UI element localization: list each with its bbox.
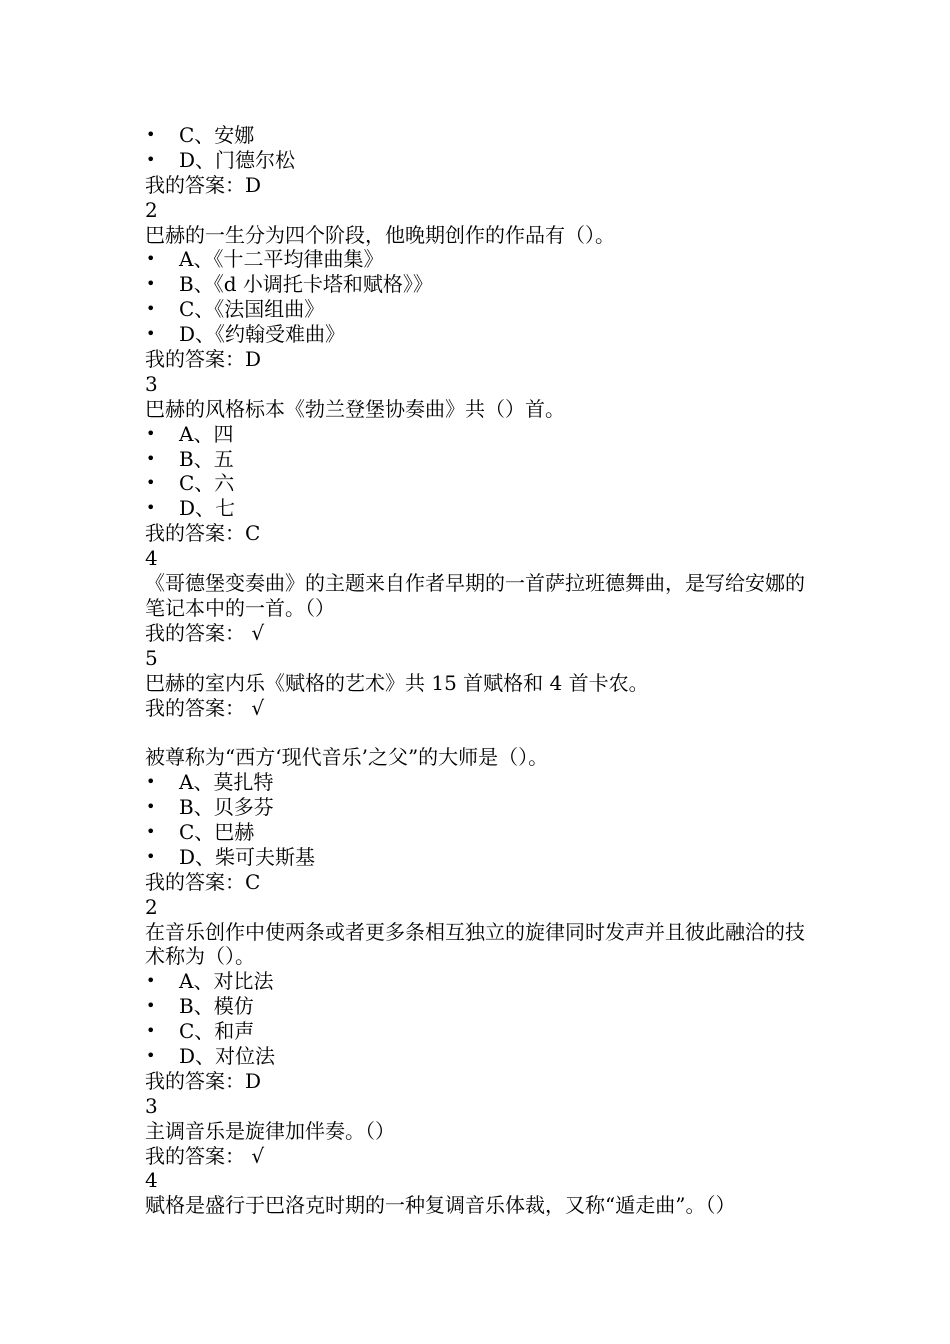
option-text: A、对比法 (179, 969, 274, 994)
option-item (145, 820, 810, 845)
question-number: 4 (145, 546, 158, 571)
blank-line (145, 720, 810, 745)
option-item (145, 795, 810, 820)
option-text: C、巴赫 (179, 819, 255, 844)
question-text: 《哥德堡变奏曲》的主题来自作者早期的一首萨拉班德舞曲，是写给安娜的笔记本中的一首。（） (145, 571, 805, 620)
bullet-icon: • (146, 473, 156, 493)
bullet-icon: • (146, 846, 156, 866)
option-item (145, 1019, 810, 1044)
document-page (145, 123, 810, 1218)
question-text: 在音乐创作中使两条或者更多条相互独立的旋律同时发声并且彼此融洽的技术称为（）。 (145, 919, 805, 969)
bullet-icon: • (146, 448, 156, 468)
bullet-icon: • (146, 971, 156, 991)
option-item (145, 1044, 810, 1069)
option-item (145, 297, 810, 322)
option-item (145, 272, 810, 297)
question-text: 被尊称为“西方‘现代音乐’之父”的大师是（）。 (145, 745, 549, 770)
bullet-icon: • (146, 1046, 156, 1066)
option-text: D、《约翰受难曲》 (179, 322, 346, 347)
bullet-icon: • (146, 299, 156, 319)
option-text: D、对位法 (179, 1044, 276, 1069)
bullet-icon: • (146, 149, 156, 169)
bullet-icon: • (146, 1021, 156, 1041)
option-text: D、门德尔松 (179, 147, 296, 172)
my-answer: 我的答案：D (145, 172, 262, 197)
bullet-icon: • (146, 249, 156, 269)
question-number: 3 (145, 371, 158, 396)
question-number: 3 (145, 1093, 158, 1118)
option-text: C、六 (179, 471, 235, 496)
option-item (145, 770, 810, 795)
option-item (145, 969, 810, 994)
question-text: 赋格是盛行于巴洛克时期的一种复调音乐体裁，又称“遁走曲”。（） (145, 1193, 736, 1218)
my-answer: 我的答案： √ (145, 620, 265, 645)
option-text: D、柴可夫斯基 (179, 844, 316, 869)
question-text: 巴赫的室内乐《赋格的艺术》共 15 首赋格和 4 首卡农。 (145, 670, 649, 695)
option-text: B、五 (179, 446, 234, 471)
bullet-icon: • (146, 797, 156, 817)
bullet-icon: • (146, 274, 156, 294)
question-text: 巴赫的风格标本《勃兰登堡协奏曲》共（）首。 (145, 396, 565, 421)
my-answer: 我的答案： √ (145, 1143, 265, 1168)
option-item (145, 994, 810, 1019)
my-answer: 我的答案：C (145, 521, 261, 546)
option-item (145, 247, 810, 272)
my-answer: 我的答案：D (145, 1068, 262, 1093)
option-item (145, 845, 810, 870)
option-item (145, 447, 810, 472)
my-answer: 我的答案： √ (145, 695, 265, 720)
question-number: 2 (145, 894, 158, 919)
option-text: C、和声 (179, 1019, 255, 1044)
option-item (145, 322, 810, 347)
question-number: 5 (145, 645, 158, 670)
option-text: B、《d 小调托卡塔和赋格》》 (179, 272, 433, 297)
option-item (145, 148, 810, 173)
option-item (145, 123, 810, 148)
question-number: 4 (145, 1168, 158, 1193)
question-text: 主调音乐是旋律加伴奏。（） (145, 1118, 395, 1143)
bullet-icon: • (146, 498, 156, 518)
bullet-icon: • (146, 821, 156, 841)
option-text: B、模仿 (179, 994, 254, 1019)
question-text: 巴赫的一生分为四个阶段，他晚期创作的作品有（）。 (145, 222, 615, 247)
option-text: A、莫扎特 (179, 770, 274, 795)
bullet-icon: • (146, 423, 156, 443)
option-text: D、七 (179, 496, 236, 521)
my-answer: 我的答案：D (145, 347, 262, 372)
bullet-icon: • (146, 324, 156, 344)
option-text: C、《法国组曲》 (179, 297, 325, 322)
my-answer: 我的答案：C (145, 869, 261, 894)
bullet-icon: • (146, 996, 156, 1016)
option-item (145, 471, 810, 496)
option-item (145, 422, 810, 447)
question-number: 2 (145, 197, 158, 222)
option-text: B、贝多芬 (179, 795, 274, 820)
option-text: C、安娜 (179, 123, 255, 147)
bullet-icon: • (146, 125, 156, 144)
option-text: A、四 (179, 421, 234, 446)
option-text: A、《十二平均律曲集》 (179, 247, 384, 272)
bullet-icon: • (146, 772, 156, 792)
option-item (145, 496, 810, 521)
